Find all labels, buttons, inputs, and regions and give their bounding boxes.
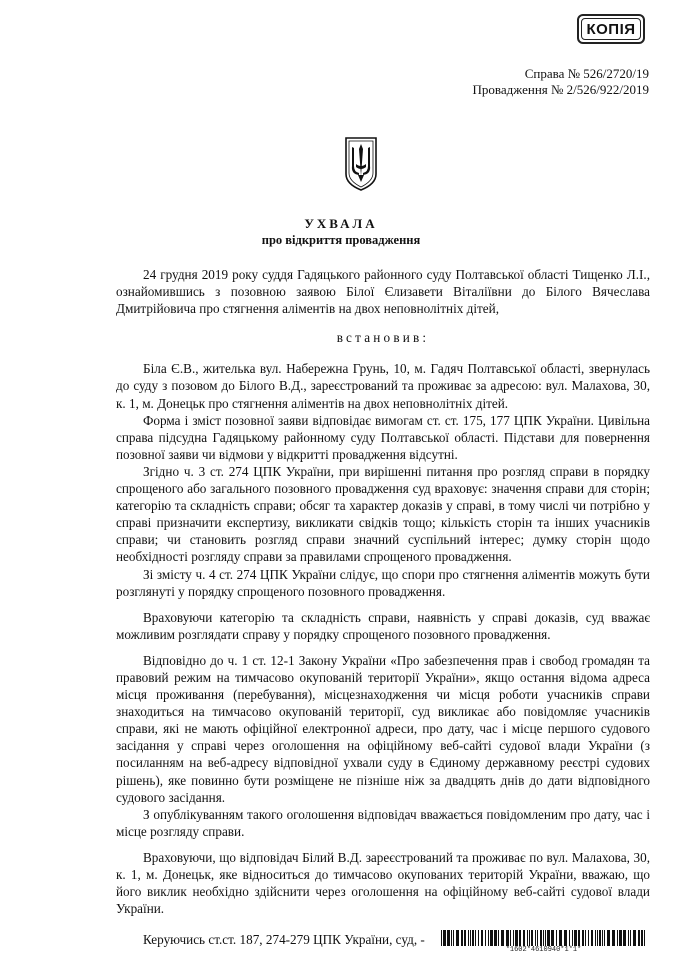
barcode-bar [551, 930, 554, 946]
barcode-bar [478, 930, 479, 946]
barcode-bar [564, 930, 567, 946]
body-paragraph: Враховуючи категорію та складність справи, наявність у справі доказів, суд вважає можливим розглядати справу у порядку спрощеного позовного провадження. [116, 609, 650, 642]
case-numbers [473, 66, 649, 98]
barcode-bar [599, 930, 601, 946]
barcode-bar [506, 930, 509, 946]
barcode-bar [464, 930, 466, 946]
trident-coat-of-arms-icon [344, 136, 378, 192]
barcode-bar [644, 930, 645, 946]
copy-stamp [577, 14, 645, 44]
barcode-bar [488, 930, 489, 946]
document-subtitle: про відкриття провадження [261, 233, 421, 247]
proceedings-number: Провадження № 2/526/922/2019 [472, 82, 649, 97]
barcode-bar [523, 930, 525, 946]
barcode-bar [630, 930, 631, 946]
barcode-bar [612, 930, 615, 946]
barcode-bar [595, 930, 596, 946]
barcode-bar [638, 930, 640, 946]
barcode-bar [537, 930, 538, 946]
barcode-bar [498, 930, 499, 946]
document-title: УХВАЛА [304, 216, 378, 231]
barcode-bar [527, 930, 528, 946]
barcode-bar [559, 930, 562, 946]
barcode-bar [510, 930, 511, 946]
barcode-text: *1602*4610940*1*1* [505, 946, 582, 954]
barcode-bar [633, 930, 636, 946]
barcode-bar [623, 930, 626, 946]
barcode-bar [641, 930, 643, 946]
barcode-bar [578, 930, 580, 946]
barcode-bar [607, 930, 610, 946]
body-paragraph: Згідно ч. 3 ст. 274 ЦПК України, при вирішенні питання про розгляд справи в порядку спрощеного або загального позовного провадження суд враховує: значення справи для сторін; категорію та складність справи; обсяг та характер доказів у справі, в тому числі чи потрібно у справі призначити експертизу, викликати свідків тощо; кількість сторін та інших учасників справи; чи становить розгляд справи значний суспільний інтерес; думку сторін щодо необхідності розгляду справи за правилами спрощеного провадження. [116, 463, 650, 565]
barcode-bar [543, 930, 544, 946]
body-paragraph: Відповідно до ч. 1 ст. 12-1 Закону України «Про забезпечення прав і свобод громадян та правовий режим на тимчасово окупованій території України», якщо остання відома адреса місця проживання (перебування), місцезнаходження чи місця роботи учасників справи знаходиться на тимчасово окупованій території, суд викликає або повідомляє учасників справи, які не мають офіційної електронної адреси, про дату, час і місце першого судового засідання у справі через оголошення на офіційному веб-сайті судової влади України (з посиланням на веб-адресу відповідної ухвали суду в Єдиному державному реєстрі судових рішень), яке повинно бути розміщене не пізніше ніж за двадцять днів до дати відповідного судового засідання. [116, 652, 650, 805]
barcode-bar [556, 930, 557, 946]
barcode-bar [451, 930, 452, 946]
barcode-bar [569, 930, 570, 946]
barcode-bar [619, 930, 622, 946]
barcode-bar [475, 930, 476, 946]
body-paragraph: З опублікуванням такого оголошення відповідач вважається повідомленим про дату, час і місце розгляду справи. [116, 806, 650, 839]
barcode-bar [545, 930, 546, 946]
barcode-bar [574, 930, 577, 946]
barcode-bar [468, 930, 469, 946]
barcode-bar [604, 930, 605, 946]
barcode-bar [453, 930, 454, 946]
barcode-bar [519, 930, 521, 946]
closing-paragraph: Керуючись ст.ст. 187, 274-279 ЦПК України, суд, - [143, 932, 425, 948]
barcode-bar [591, 930, 593, 946]
barcode-bar [588, 930, 589, 946]
body-paragraph: Форма і зміст позовної заяви відповідає вимогам ст. ст. 175, 177 ЦПК України. Цивільна справа підсудна Гадяцькому районному суду Полтавської області. Підстави для повернення позовної заяви чи відмови у відкритті провадження відсутні. [116, 412, 650, 462]
barcode-bar [547, 930, 550, 946]
barcode-bar [540, 930, 542, 946]
barcode-bar [535, 930, 536, 946]
barcode-bar [617, 930, 618, 946]
barcode-bar [472, 930, 474, 946]
body-paragraph: Біла Є.В., жителька вул. Набережна Грунь, 10, м. Гадяч Полтавської області, звернулась до суду з позовом до Білого В.Д., зареєстрований та проживає за адресою: вул. Малахова, 30, к. 1, м. Донецьк про стягнення аліментів на двох неповнолітніх дітей. [116, 361, 650, 411]
barcode-bar [515, 930, 518, 946]
barcode-bar [585, 930, 586, 946]
barcode-bar [529, 930, 530, 946]
barcode-bar [582, 930, 584, 946]
body-paragraph: Враховуючи, що відповідач Білий В.Д. зареєстрований та проживає по вул. Малахова, 30, к. 1, м. Донецьк, яке відноситься до тимчасово окупованих територій України, вважаю, що його виклик необхідно здійснити через оголошення на офіційному веб-сайті судової влади України. [116, 849, 650, 917]
barcode-bar [494, 930, 497, 946]
barcode-bar [456, 930, 459, 946]
barcode-bar [572, 930, 573, 946]
barcode-bar [447, 930, 450, 946]
copy-stamp-label: КОПІЯ [581, 18, 641, 40]
barcode-bar [602, 930, 603, 946]
barcode-bar [490, 930, 493, 946]
document-body [116, 266, 650, 948]
barcode-bar [485, 930, 486, 946]
barcode-bar [443, 930, 446, 946]
barcode-bar [470, 930, 471, 946]
intro-paragraph: 24 грудня 2019 року суддя Гадяцького районного суду Полтавської області Тищенко Л.І., ознайомившись з позовною заявою Білої Єлизавети Віталіївни до Білого Вячеслава Дмитрійовича про стягнення аліментів на двох неповнолітніх дітей, [116, 267, 650, 317]
barcode-bar [513, 930, 514, 946]
barcode-bar [501, 930, 504, 946]
barcode-bar [628, 930, 629, 946]
barcode-bar [461, 930, 463, 946]
case-number: Справа № 526/2720/19 [524, 66, 649, 81]
barcode-bar [441, 930, 442, 946]
barcode-bar [481, 930, 483, 946]
body-paragraph: Зі змісту ч. 4 ст. 274 ЦПК України слідує, що спори про стягнення аліментів можуть бути розглянуті у порядку спрощеного позовного провадження. [116, 566, 650, 599]
barcode-bar [531, 930, 533, 946]
established-heading: встановив: [336, 330, 430, 346]
barcode-bar [597, 930, 598, 946]
